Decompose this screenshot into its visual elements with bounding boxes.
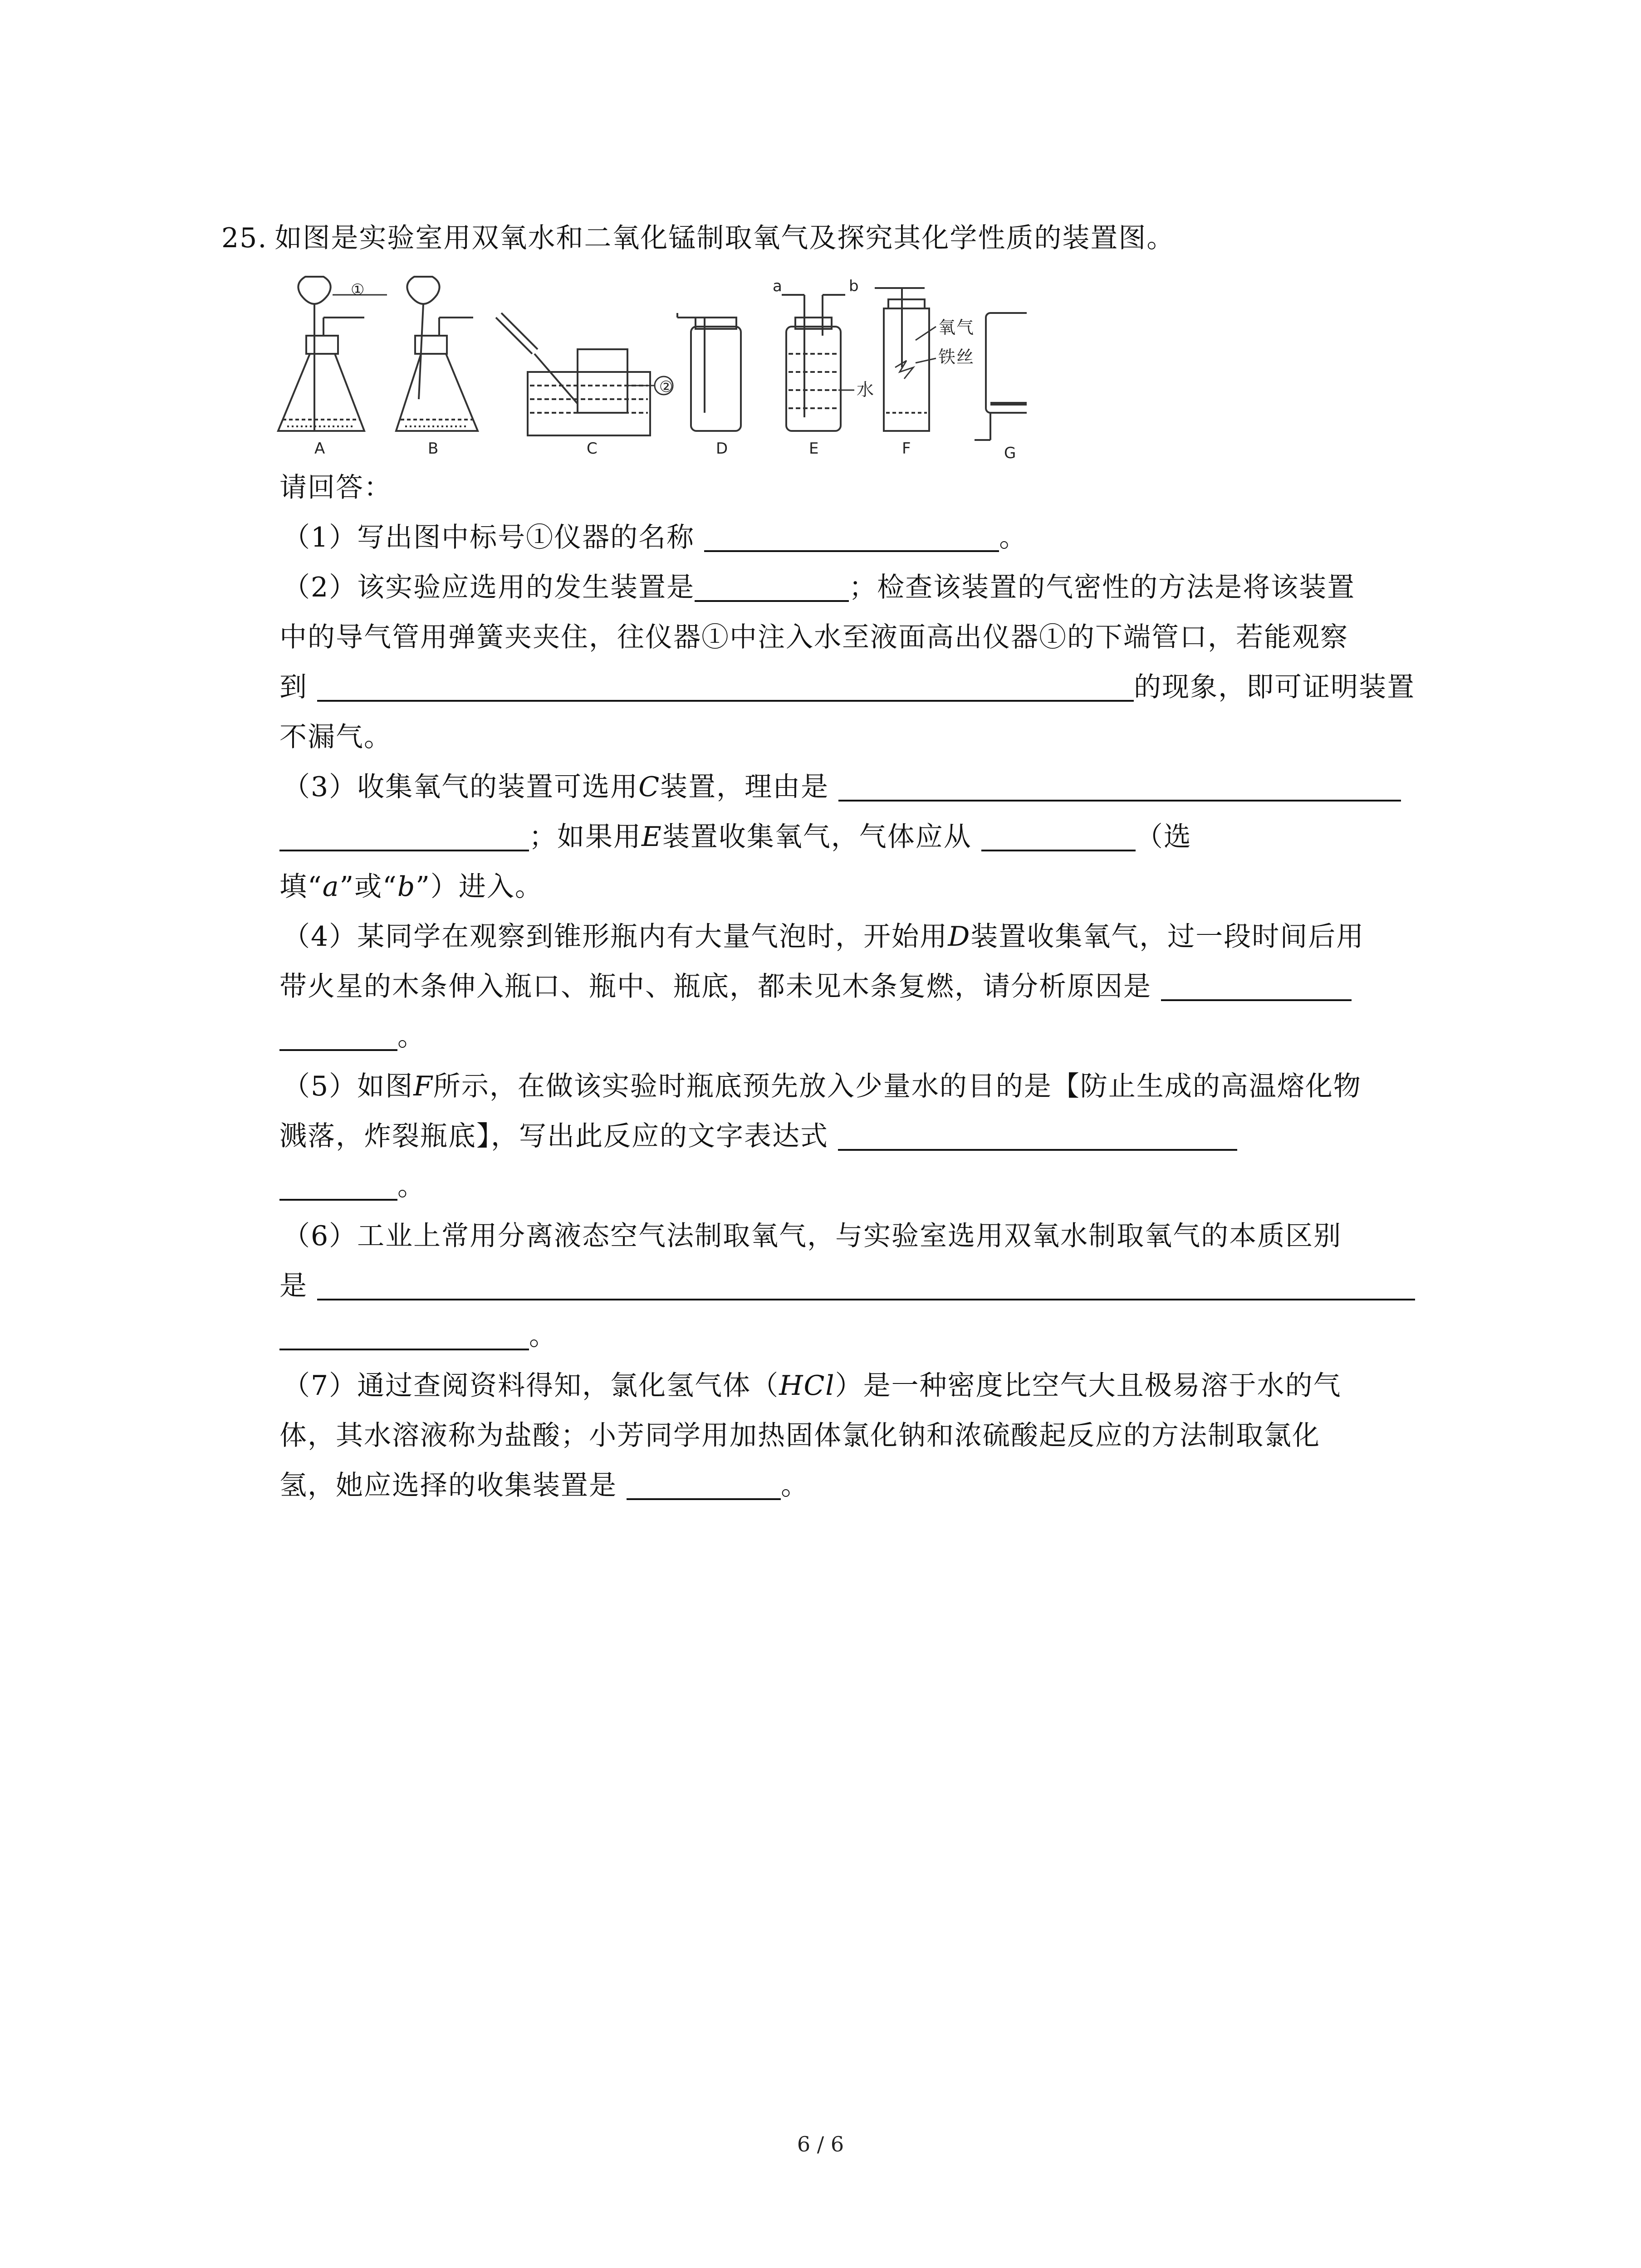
answer-blank-5a[interactable] <box>838 1120 1237 1151</box>
part-3-line-2 <box>279 812 1446 862</box>
apparatus-g <box>975 313 1027 440</box>
answer-blank-7[interactable] <box>627 1469 781 1500</box>
part-2-text-a: （2）该实验应选用的发生装置是 <box>283 572 695 603</box>
part-2-line-2: 中的导气管用弹簧夹夹住，往仪器①中注入水至液面高出仪器①的下端管口，若能观察 <box>279 621 1348 653</box>
part-3-text-b: 装置，理由是 <box>660 771 829 803</box>
part-2-line-3 <box>279 662 1446 712</box>
apparatus-figure <box>274 268 1027 463</box>
part-2-text-d: 的现象，即可证明装置 <box>1134 671 1416 703</box>
answer-blank-2a[interactable] <box>695 571 849 602</box>
part-2-text-b: ；检查该装置的气密性的方法是将该装置 <box>849 572 1356 603</box>
part-5-line-3 <box>279 1161 1446 1211</box>
answer-blank-6b[interactable] <box>279 1320 529 1350</box>
apparatus-d <box>677 313 741 431</box>
part-1-end: 。 <box>999 522 1028 553</box>
answer-blank-4b[interactable] <box>279 1020 397 1051</box>
part-3-text-f: 填“ <box>279 871 323 903</box>
part-5-text-b: 所示，在做该实验时瓶底预先放入少量水的目的是【防止生成的高温熔化物 <box>433 1070 1362 1102</box>
tube-a-label: a <box>773 277 783 295</box>
part-4-line-3 <box>279 1012 1446 1061</box>
part-3-line-1 <box>283 762 1446 812</box>
device-d-ref: D <box>948 921 971 953</box>
part-5-line-1 <box>283 1061 1446 1111</box>
part-5-line-2 <box>279 1111 1446 1161</box>
part-5-text-c: 溅落，炸裂瓶底】，写出此反应的文字表达式 <box>279 1120 828 1152</box>
apparatus-e <box>782 295 854 431</box>
part-5-text-a: （5）如图 <box>283 1070 414 1102</box>
question-title-line <box>221 213 1446 263</box>
answer-blank-3c[interactable] <box>981 821 1136 851</box>
part-7-line-2: 体，其水溶液称为盐酸；小芳同学用加热固体氯化钠和浓硫酸起反应的方法制取氯化 <box>279 1420 1320 1452</box>
part-7-text-a: （7）通过查阅资料得知，氯化氢气体（ <box>283 1370 779 1402</box>
apparatus-b <box>396 277 478 431</box>
part-7-end: 。 <box>781 1470 809 1501</box>
part-6-end: 。 <box>529 1320 557 1352</box>
part-7-line-1 <box>283 1361 1446 1411</box>
part-3-text-h: ”）进入。 <box>416 871 543 903</box>
label-a: A <box>314 440 326 458</box>
part-4-text-b: 装置收集氧气，过一段时间后用 <box>970 921 1365 953</box>
part-4-line-1 <box>283 912 1446 962</box>
iron-wire-label: 铁丝 <box>938 347 975 367</box>
device-c-ref: C <box>638 771 661 803</box>
answer-blank-6a[interactable] <box>317 1270 1415 1300</box>
label-f: F <box>902 440 912 458</box>
part-2-line-1 <box>283 562 1446 612</box>
label-e: E <box>809 440 820 458</box>
part-3-line-3 <box>279 862 1446 912</box>
part-6-line-2 <box>279 1261 1446 1311</box>
part-7-text-c: 氢，她应选择的收集装置是 <box>279 1470 617 1501</box>
label-c: C <box>587 440 598 458</box>
option-a: a <box>322 871 340 903</box>
label-d: D <box>716 440 729 458</box>
answer-blank-5b[interactable] <box>279 1170 397 1201</box>
device-f-ref: F <box>413 1070 433 1102</box>
answer-blank-4a[interactable] <box>1161 970 1352 1001</box>
answer-blank-1[interactable] <box>704 521 999 552</box>
part-3-text-c: ；如果用 <box>529 821 642 853</box>
part-3-text-a: （3）收集氧气的装置可选用 <box>283 771 639 803</box>
part-2-text-c: 到 <box>279 671 308 703</box>
marker-2: ② <box>659 378 674 396</box>
part-1 <box>283 513 1446 562</box>
part-2-line-4: 不漏气。 <box>279 721 392 753</box>
question-25 <box>221 213 1446 1510</box>
hcl-formula: HCl <box>779 1370 835 1402</box>
part-3-text-g: ”或“ <box>339 871 397 903</box>
water-label: 水 <box>857 380 875 400</box>
option-b: b <box>397 871 416 903</box>
part-7-line-3 <box>279 1461 1446 1510</box>
answer-blank-3a[interactable] <box>838 771 1401 802</box>
part-3-text-e: （选 <box>1135 821 1192 853</box>
oxygen-label: 氧气 <box>938 318 975 337</box>
marker-1: ① <box>351 281 366 299</box>
part-4-text-c: 带火星的木条伸入瓶口、瓶中、瓶底，都未见木条复燃，请分析原因是 <box>279 971 1151 1002</box>
part-7-text-b: ）是一种密度比空气大且极易溶于水的气 <box>835 1370 1342 1402</box>
answer-blank-3b[interactable] <box>279 821 529 851</box>
device-e-ref: E <box>642 821 662 853</box>
part-1-text: （1）写出图中标号①仪器的名称 <box>283 522 695 553</box>
apparatus-diagram <box>274 268 1027 463</box>
tube-b-label: b <box>849 277 860 295</box>
apparatus-a <box>278 277 387 431</box>
part-4-end: 。 <box>397 1021 426 1052</box>
answer-blank-2b[interactable] <box>317 671 1134 702</box>
label-b: B <box>428 440 440 458</box>
question-title: 如图是实验室用双氧水和二氧化锰制取氧气及探究其化学性质的装置图。 <box>274 222 1175 254</box>
page-number: 6 / 6 <box>797 2132 844 2156</box>
part-4-text-a: （4）某同学在观察到锥形瓶内有大量气泡时，开始用 <box>283 921 948 953</box>
part-3-text-d: 装置收集氧气，气体应从 <box>662 821 972 853</box>
prompt: 请回答： <box>279 472 392 503</box>
apparatus-f <box>875 288 936 431</box>
apparatus-c <box>496 313 673 435</box>
part-5-end: 。 <box>397 1170 426 1202</box>
part-4-line-2 <box>279 962 1446 1012</box>
question-number: 25. <box>221 222 268 254</box>
part-6-line-1: （6）工业上常用分离液态空气法制取氧气，与实验室选用双氧水制取氧气的本质区别 <box>283 1220 1342 1252</box>
part-6-text-a: 是 <box>279 1270 308 1302</box>
part-6-line-3 <box>279 1311 1446 1361</box>
label-g: G <box>1004 444 1017 462</box>
